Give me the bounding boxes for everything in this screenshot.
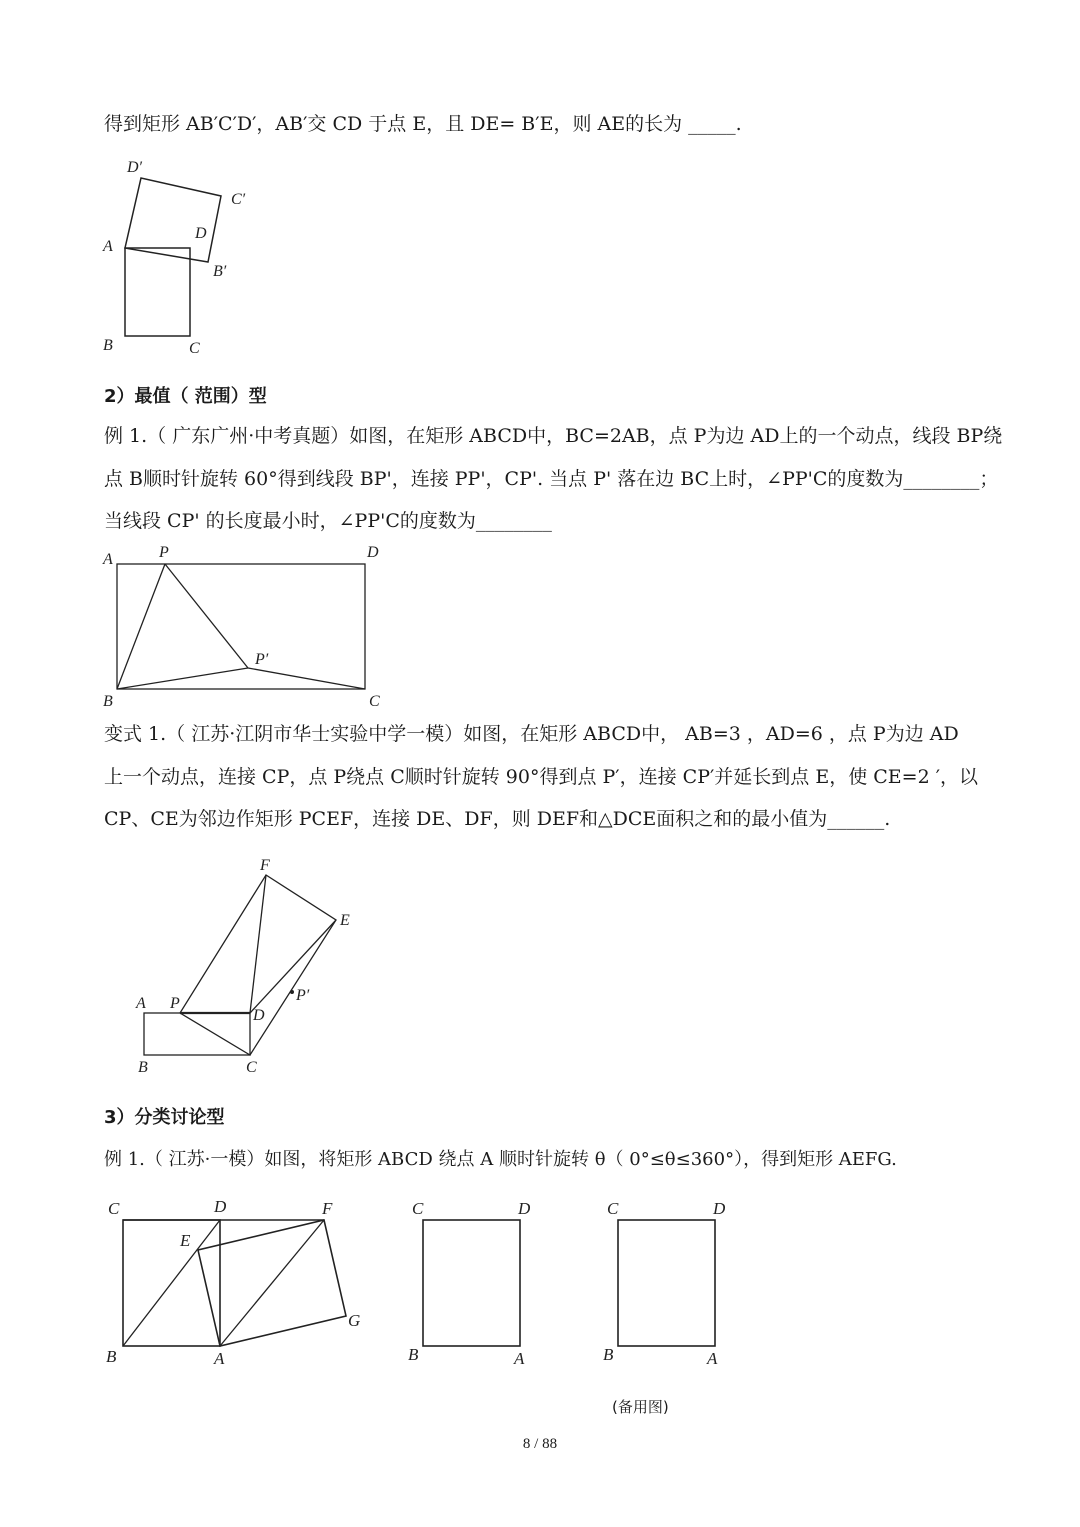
page-number: 8 / 88 xyxy=(522,1436,558,1452)
rectangle-abcd xyxy=(423,1220,520,1346)
label-a: A xyxy=(707,1349,718,1368)
label-d: D xyxy=(518,1199,531,1218)
label-d: D xyxy=(253,1007,265,1024)
label-b-prime: B′ xyxy=(213,263,227,280)
rectangle-pcef xyxy=(180,875,336,1055)
label-d: D xyxy=(214,1197,227,1216)
figure-rectangle-abcd-rotation xyxy=(95,540,395,712)
point-p-prime xyxy=(290,990,294,994)
segment-pp1 xyxy=(165,564,248,668)
example-text-line: 例 1.（ 江苏·一模）如图，将矩形 ABCD 绕点 A 顺时针旋转 θ（ 0°≤θ≤360°），得到矩形 AEFG. xyxy=(104,1149,897,1170)
label-p: P xyxy=(170,995,180,1012)
label-c: C xyxy=(369,693,380,710)
label-a: A xyxy=(103,238,113,255)
label-b: B xyxy=(106,1347,117,1366)
label-a: A xyxy=(136,995,146,1012)
label-b: B xyxy=(103,337,113,354)
example-text-line: 当线段 CP' 的长度最小时，∠PP'C的度数为________ xyxy=(104,510,552,532)
segment-af xyxy=(220,1220,324,1346)
label-c: C xyxy=(189,340,200,357)
variant-text-line: 上一个动点，连接 CP，点 P绕点 C顺时针旋转 90°得到点 P′，连接 CP′并延长到点 E，使 CE=2 ′，以 xyxy=(104,766,979,788)
label-p-prime: P′ xyxy=(296,987,310,1004)
rectangle-abcd xyxy=(117,564,365,689)
label-e: E xyxy=(340,912,350,929)
label-b: B xyxy=(138,1059,148,1076)
label-g: G xyxy=(348,1311,361,1330)
label-a: A xyxy=(514,1349,525,1368)
problem-text-line: 得到矩形 AB′C′D′，AB′交 CD 于点 E，且 DE= B′E，则 AE的长为 _____. xyxy=(104,113,742,135)
figure-caption: (备用图) xyxy=(612,1398,669,1416)
label-c: C xyxy=(108,1199,120,1218)
variant-text-line: CP、CE为邻边作矩形 PCEF，连接 DE、DF，则 DEF和△DCE面积之和的最小值为______. xyxy=(104,808,891,830)
label-d: D xyxy=(367,544,379,561)
label-a: A xyxy=(214,1349,225,1368)
label-b: B xyxy=(408,1345,419,1364)
segment-p1c xyxy=(248,668,365,689)
example-text-line: 点 B顺时针旋转 60°得到线段 BP'，连接 PP'，CP'. 当点 P' 落在边 BC上时，∠PP'C的度数为________； xyxy=(104,468,999,490)
label-b: B xyxy=(103,693,113,710)
rectangle-abcd xyxy=(618,1220,715,1346)
segment-bp xyxy=(117,564,165,689)
rectangle-abcd xyxy=(144,1013,250,1055)
figure-rectangle-pcef xyxy=(130,850,370,1080)
label-c-prime: C′ xyxy=(231,191,246,208)
label-p-prime: P′ xyxy=(255,651,269,668)
label-d: D xyxy=(713,1199,726,1218)
label-c: C xyxy=(607,1199,619,1218)
rectangle-ab1c1d1 xyxy=(125,178,221,262)
figure-rectangle-aefg xyxy=(100,1190,380,1375)
segment-bp1 xyxy=(117,668,248,689)
variant-text-line: 变式 1.（ 江苏·江阴市华士实验中学一模）如图，在矩形 ABCD中， AB=3 ，AD=6 ，点 P为边 AD xyxy=(104,723,959,745)
label-e: E xyxy=(180,1231,191,1250)
label-a: A xyxy=(103,551,113,568)
label-p: P xyxy=(159,544,169,561)
figure-rectangle-spare-1 xyxy=(400,1190,550,1375)
rectangle-abcd xyxy=(125,248,190,336)
figure-rectangle-spare-2 xyxy=(595,1190,745,1375)
label-f: F xyxy=(322,1199,333,1218)
label-f: F xyxy=(260,857,270,874)
label-d: D xyxy=(195,225,207,242)
section-heading-3: 3）分类讨论型 xyxy=(104,1107,225,1128)
label-c: C xyxy=(246,1059,257,1076)
example-text-line: 例 1.（ 广东广州·中考真题）如图，在矩形 ABCD中，BC=2AB，点 P为边 AD上的一个动点，线段 BP绕 xyxy=(104,425,1003,447)
figure-rotated-rectangle xyxy=(95,150,265,360)
segment-de xyxy=(250,920,336,1013)
label-b: B xyxy=(603,1345,614,1364)
label-c: C xyxy=(412,1199,424,1218)
label-d-prime: D′ xyxy=(127,159,143,176)
section-heading-2: 2）最值（ 范围）型 xyxy=(104,386,267,407)
